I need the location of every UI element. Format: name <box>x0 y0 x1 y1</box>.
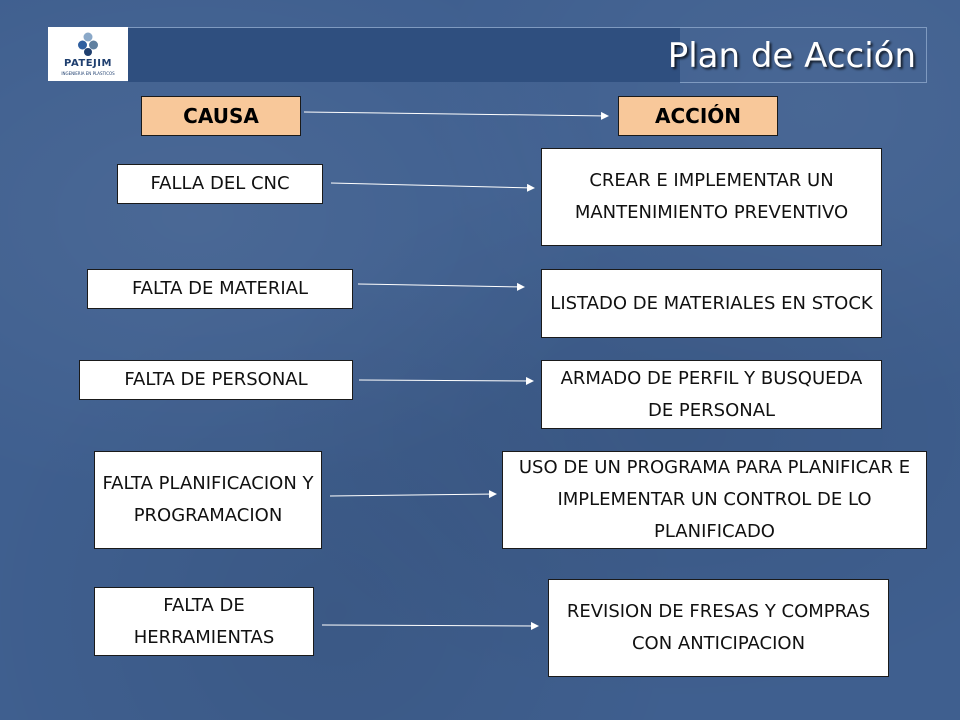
arrow-row-3 <box>359 380 533 381</box>
arrow-header <box>304 112 608 116</box>
arrow-row-5 <box>322 625 538 626</box>
arrow-row-2 <box>358 284 524 287</box>
action-box-2: LISTADO DE MATERIALES EN STOCK <box>541 269 882 338</box>
cause-box-2: FALTA DE MATERIAL <box>87 269 353 309</box>
action-box-5: REVISION DE FRESAS Y COMPRAS CON ANTICIPACION <box>548 579 889 677</box>
action-box-3: ARMADO DE PERFIL Y BUSQUEDA DE PERSONAL <box>541 360 882 429</box>
action-box-4: USO DE UN PROGRAMA PARA PLANIFICAR E IMPLEMENTAR UN CONTROL DE LO PLANIFICADO <box>502 451 927 549</box>
cause-box-1: FALLA DEL CNC <box>117 164 323 204</box>
arrow-row-4 <box>330 494 496 496</box>
logo-name: PATEJIM <box>64 58 112 69</box>
logo-subtitle: INGENIERIA EN PLASTICOS <box>61 71 115 76</box>
page-title: Plan de Acción <box>667 36 916 76</box>
cause-box-4: FALTA PLANIFICACION Y PROGRAMACION <box>94 451 322 549</box>
cause-box-3: FALTA DE PERSONAL <box>79 360 353 400</box>
cause-box-5: FALTA DE HERRAMIENTAS <box>94 587 314 656</box>
arrow-row-1 <box>331 183 534 188</box>
action-box-1: CREAR E IMPLEMENTAR UN MANTENIMIENTO PREVENTIVO <box>541 148 882 246</box>
column-header-cause: CAUSA <box>141 96 301 136</box>
column-header-action: ACCIÓN <box>618 96 778 136</box>
